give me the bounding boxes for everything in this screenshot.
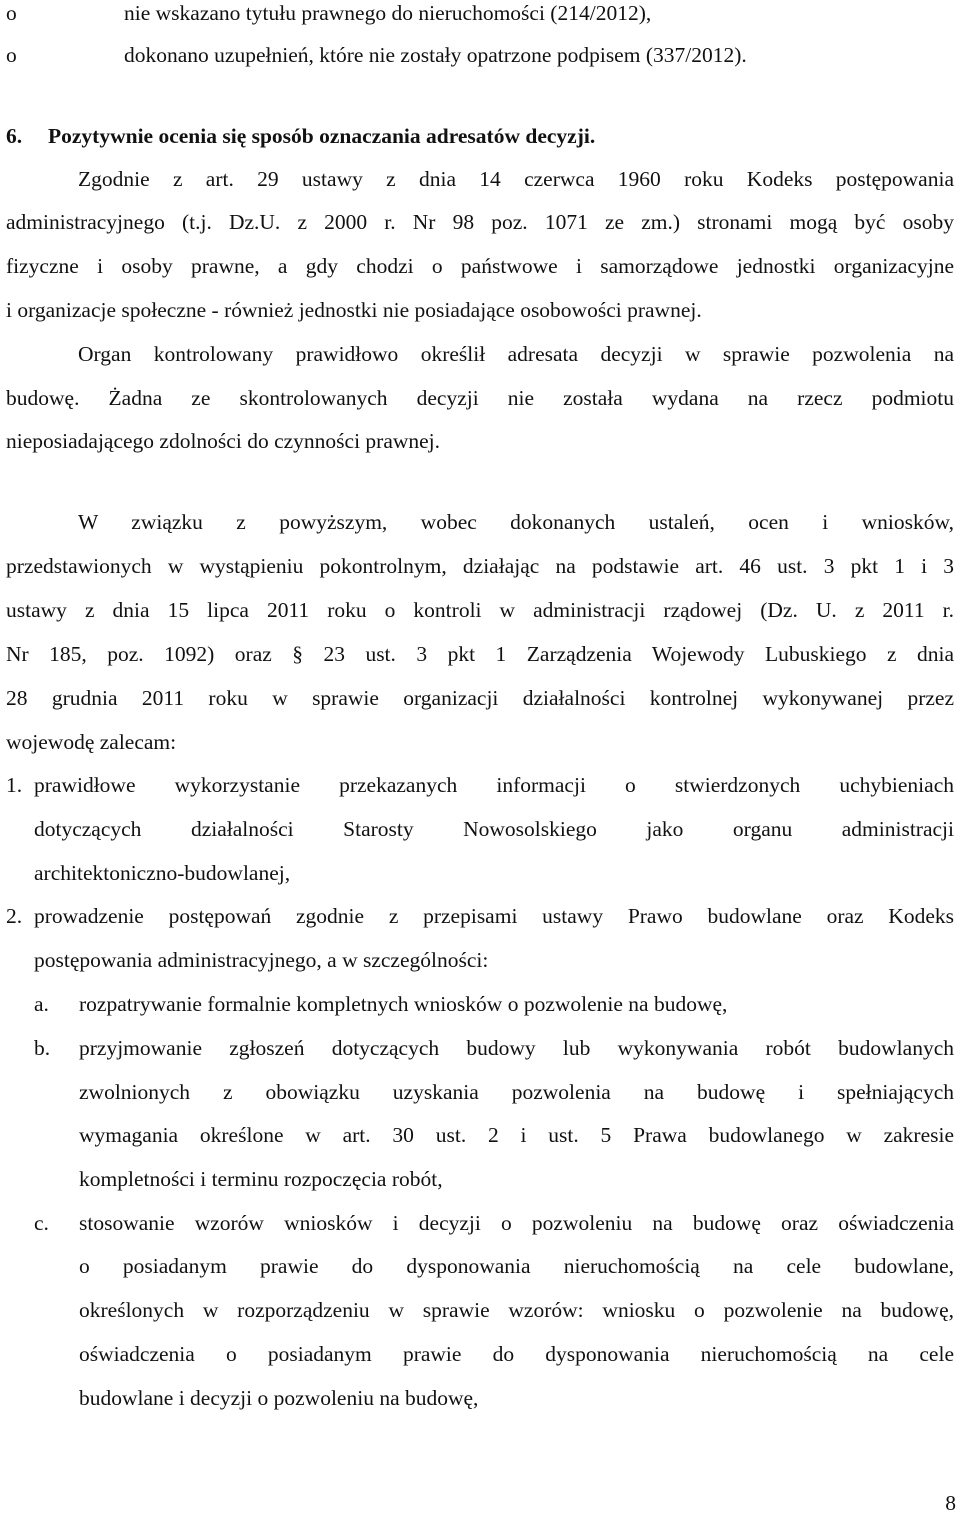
sublist-item-line: zwolnionych z obowiązku uzyskania pozwolenia na budowę i spełniających [79, 1080, 954, 1104]
bullet-item: dokonano uzupełnień, które nie zostały opatrzone podpisem (337/2012). [124, 43, 747, 67]
section-title: Pozytywnie ocenia się sposób oznaczania adresatów decyzji. [48, 124, 596, 148]
paragraph-line: nieposiadającego zdolności do czynności prawnej. [6, 429, 441, 453]
paragraph-line: Zgodnie z art. 29 ustawy z dnia 14 czerwca 1960 roku Kodeks postępowania [78, 167, 954, 191]
sublist-letter: c. [34, 1211, 49, 1235]
list-item-line: dotyczących działalności Starosty Nowosolskiego jako organu administracji [34, 817, 954, 841]
paragraph-line: i organizacje społeczne - również jednostki nie posiadające osobowości prawnej. [6, 298, 702, 322]
page-number: 8 [945, 1491, 956, 1515]
sublist-item-line: kompletności i terminu rozpoczęcia robót, [79, 1167, 443, 1191]
paragraph-line: 28 grudnia 2011 roku w sprawie organizacji działalności kontrolnej wykonywanej przez [6, 686, 954, 710]
paragraph-line: fizyczne i osoby prawne, a gdy chodzi o państwowe i samorządowe jednostki organizacyjne [6, 254, 954, 278]
sublist-item-line: o posiadanym prawie do dysponowania nieruchomością na cele budowlane, [79, 1254, 954, 1278]
paragraph-line: wojewodę zalecam: [6, 730, 177, 754]
sublist-item-line: budowlane i decyzji o pozwoleniu na budowę, [79, 1386, 479, 1410]
sublist-letter: a. [34, 992, 49, 1016]
list-item-line: postępowania administracyjnego, a w szczególności: [34, 948, 489, 972]
sublist-item-line: wymagania określone w art. 30 ust. 2 i ust. 5 Prawa budowlanego w zakresie [79, 1123, 954, 1147]
list-item-line: architektoniczno-budowlanej, [34, 861, 291, 885]
sublist-item-line: oświadczenia o posiadanym prawie do dysponowania nieruchomością na cele [79, 1342, 954, 1366]
sublist-letter: b. [34, 1036, 51, 1060]
list-number: 2. [6, 904, 23, 928]
paragraph-line: budowę. Żadna ze skontrolowanych decyzji nie została wydana na rzecz podmiotu [6, 386, 954, 410]
bullet-marker: o [6, 1, 17, 25]
bullet-marker: o [6, 43, 17, 67]
sublist-item-line: określonych w rozporządzeniu w sprawie wzorów: wniosku o pozwolenie na budowę, [79, 1298, 954, 1322]
bullet-item: nie wskazano tytułu prawnego do nieruchomości (214/2012), [124, 1, 652, 25]
paragraph-line: W związku z powyższym, wobec dokonanych ustaleń, ocen i wniosków, [78, 510, 954, 534]
list-number: 1. [6, 773, 23, 797]
sublist-item-line: rozpatrywanie formalnie kompletnych wniosków o pozwolenie na budowę, [79, 992, 728, 1016]
sublist-item-line: stosowanie wzorów wniosków i decyzji o pozwoleniu na budowę oraz oświadczenia [79, 1211, 954, 1235]
paragraph-line: administracyjnego (t.j. Dz.U. z 2000 r. Nr 98 poz. 1071 ze zm.) stronami mogą być osoby [6, 210, 954, 234]
paragraph-line: ustawy z dnia 15 lipca 2011 roku o kontroli w administracji rządowej (Dz. U. z 2011 r. [6, 598, 954, 622]
paragraph-line: Nr 185, poz. 1092) oraz § 23 ust. 3 pkt 1 Zarządzenia Wojewody Lubuskiego z dnia [6, 642, 954, 666]
section-number: 6. [6, 124, 23, 148]
paragraph-line: Organ kontrolowany prawidłowo określił adresata decyzji w sprawie pozwolenia na [78, 342, 954, 366]
sublist-item-line: przyjmowanie zgłoszeń dotyczących budowy lub wykonywania robót budowlanych [79, 1036, 954, 1060]
list-item-line: prowadzenie postępowań zgodnie z przepisami ustawy Prawo budowlane oraz Kodeks [34, 904, 954, 928]
list-item-line: prawidłowe wykorzystanie przekazanych informacji o stwierdzonych uchybieniach [34, 773, 954, 797]
paragraph-line: przedstawionych w wystąpieniu pokontrolnym, działając na podstawie art. 46 ust. 3 pkt 1 i 3 [6, 554, 954, 578]
